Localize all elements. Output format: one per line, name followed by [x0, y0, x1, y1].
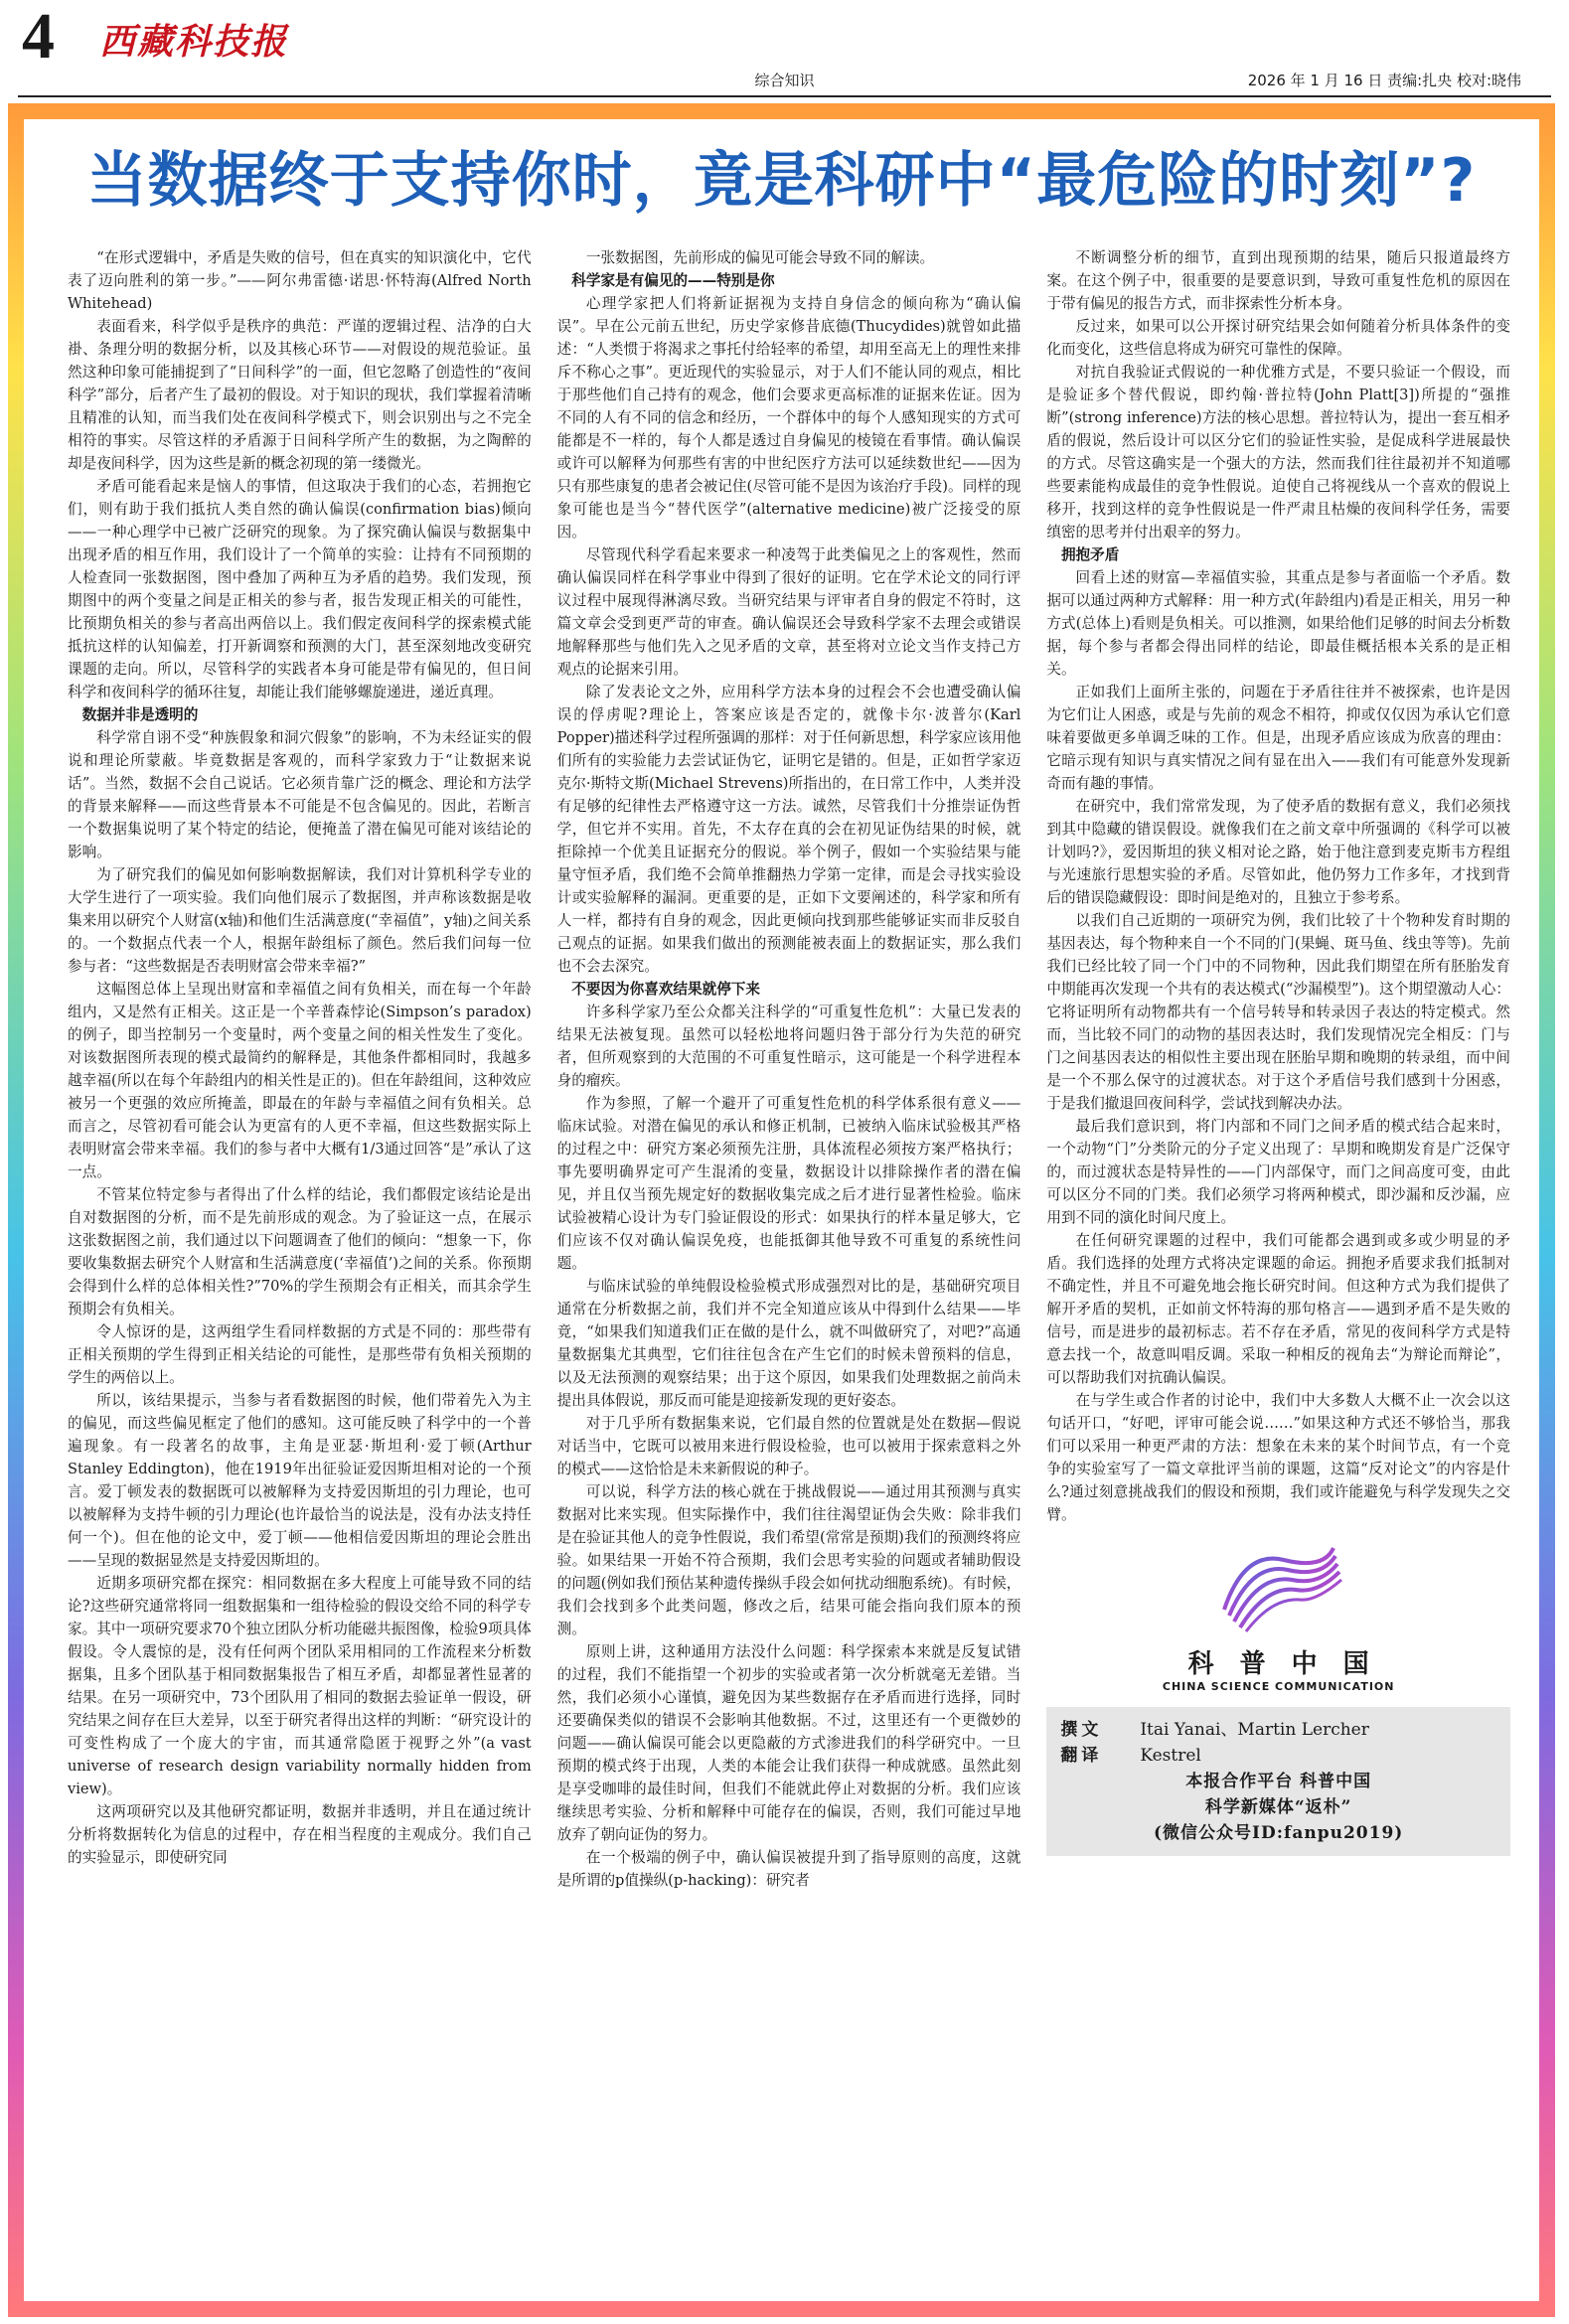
paragraph: 令人惊讶的是，这两组学生看同样数据的方式是不同的：那些带有正相关预期的学生得到正相关结论的可能性，是那些带有负相关预期的学生的两倍以上。 [68, 1323, 532, 1386]
author-names: Itai Yanai、Martin Lercher [1140, 1720, 1369, 1740]
paragraph: 反过来，如果可以公开探讨研究结果会如何随着分析具体条件的变化而变化，这些信息将成为研究可靠性的保障。 [1046, 318, 1511, 358]
paragraph: 最后我们意识到，将门内部和不同门之间矛盾的模式结合起来时，一个动物“门”分类阶元的分子定义出现了：早期和晚期发育是广泛保守的，而过渡状态是特异性的——门内部保守，而门之间高度可变，由此可以区分不同的门类。我们必须学习将两种模式，即沙漏和反沙漏，应用到不同的演化时间尺度上。 [1046, 1118, 1511, 1226]
translator-credit [1060, 1743, 1496, 1769]
headline: 当数据终于支持你时，竟是科研中“最危险的时刻”? [86, 146, 1477, 216]
wechat-id-line: (微信公众号ID:fanpu2019) [1154, 1823, 1404, 1843]
paragraph: 为了研究我们的偏见如何影响数据解读，我们对计算机科学专业的大学生进行了一项实验。我们向他们展示了数据图，并声称该数据是收集来用以研究个人财富(x轴)和他们生活满意度(“幸福值”，y轴)之间关系的。一个数据点代表一个人，根据年龄组标了颜色。然后我们问每一位参与者：“这些数据是否表明财富会带来幸福?” [68, 866, 532, 975]
header-rule [18, 95, 1551, 97]
paragraph: 对抗自我验证式假说的一种优雅方式是，不要只验证一个假设，而是验证多个替代假说，即约翰·普拉特(John Platt[3])所提的“强推断”(strong inference)方法的核心思想。普拉特认为，提出一套互相矛盾的假说，然后设计可以区分它们的验证性实验，是促成科学进展最快的方式。尽管这确实是一个强大的方法，然而我们往往最初并不知道哪些要素能构成最佳的竞争性假说。迫使自己将视线从一个喜欢的假说上移开，找到这样的竞争性假说是一件严肃且枯燥的夜间科学任务，需要缜密的思考并付出艰辛的努力。 [1046, 364, 1511, 541]
paragraph: 表面看来，科学似乎是秩序的典范：严谨的逻辑过程、洁净的白大褂、条理分明的数据分析，以及其核心环节——对假设的规范验证。虽然这种印象可能捕捉到了“日间科学”的一面，但它忽略了创造性的“夜间科学”部分，后者产生了最初的假设。对于知识的现状，我们掌握着清晰且精准的认知，而当我们处在夜间科学模式下，则会识别出与之不完全相符的事实。尽管这样的矛盾源于日间科学所产生的数据，为之陶醉的却是夜间科学，因为这些是新的概念初现的第一缕微光。 [68, 318, 532, 472]
paragraph: 可以说，科学方法的核心就在于挑战假说——通过用其预测与真实数据对比来实现。但实际操作中，我们往往渴望证伪会失败：除非我们是在验证其他人的竞争性假说，我们希望(常常是预期)我们的预测终将应验。如果结果一开始不符合预期，我们会思考实验的问题或者辅助假设的问题(例如我们预估某种遗传操纵手段会如何扰动细胞系统)。有时候，我们会找到多个此类问题，修改之后，结果可能会指向我们原本的预测。 [556, 1483, 1021, 1637]
paragraph: 在任何研究课题的过程中，我们可能都会遇到或多或少明显的矛盾。我们选择的处理方式将决定课题的命运。拥抱矛盾要求我们抵制对不确定性，并且不可避免地会拖长研究时间。但这种方式为我们提供了解开矛盾的契机，正如前文怀特海的那句格言——遇到矛盾不是失败的信号，而是进步的最初标志。若不存在矛盾，常见的夜间科学方式是特意去找一个，故意叫唱反调。采取一种相反的视角去“为辩论而辩论”，可以帮助我们对抗确认偏误。 [1046, 1232, 1511, 1386]
logo-english-text: CHINA SCIENCE COMMUNICATION [1162, 1680, 1395, 1693]
paragraph: 以我们自己近期的一项研究为例，我们比较了十个物种发育时期的基因表达，每个物种来自一个不同的门(果蝇、斑马鱼、线虫等等)。先前我们已经比较了同一个门中的不同物种，因此我们期望在所有胚胎发育中期能再次发现一个共有的表达模式(“沙漏模型”)。这个期望激动人心：它将证明所有动物都共有一个信号转导和转录因子表达的特定模式。然而，当比较不同门的动物的基因表达时，我们发现情况完全相反：门与门之间基因表达的相似性主要出现在胚胎早期和晚期的转录组，而中间是一个不那么保守的过渡状态。对于这个矛盾信号我们感到十分困惑，于是我们撤退回夜间科学，尝试找到解决办法。 [1046, 912, 1511, 1112]
paragraph: 尽管现代科学看起来要求一种凌驾于此类偏见之上的客观性，然而确认偏误同样在科学事业中得到了很好的证明。它在学术论文的同行评议过程中展现得淋漓尽致。当研究结果与评审者自身的假定不符时，这篇文章会受到更严苛的审查。确认偏误还会导致科学家不去理会或错误地解释那些与他们先入之见矛盾的文章，甚至将对立论文当作支持己方观点的论据来引用。 [556, 546, 1021, 678]
column-2 [557, 246, 1021, 2283]
paragraph: 许多科学家乃至公众都关注科学的“可重复性危机”：大量已发表的结果无法被复现。虽然可以轻松地将问题归咎于部分行为失范的研究者，但所观察到的大范围的不可重复性暗示，这可能是一个科学进程本身的瘤疾。 [556, 1004, 1021, 1089]
column-3 [1046, 246, 1510, 2283]
paragraph: 一张数据图，先前形成的偏见可能会导致不同的解读。 [585, 249, 935, 266]
paragraph: 这两项研究以及其他研究都证明，数据并非透明，并且在通过统计分析将数据转化为信息的过程中，存在相当程度的主观成分。我们自己的实验显示，即使研究同 [68, 1803, 532, 1866]
dateline: 2026 年 1 月 16 日 责编:扎央 校对:晓伟 [1247, 72, 1521, 89]
paragraph: 作为参照，了解一个避开了可重复性危机的科学体系很有意义——临床试验。对潜在偏见的承认和修正机制，已被纳入临床试验极其严格的过程之中：研究方案必须预先注册，具体流程必须按方案严格执行；事先要明确界定可产生混淆的变量，数据设计以排除操作者的潜在偏见，并且仅当预先规定好的数据收集完成之后才进行显著性检验。临床试验被精心设计为专门验证假设的形式：如果执行的样本量足够大，它们应该不仅对确认偏误免疫，也能抵御其他导致不可重复的系统性问题。 [556, 1095, 1021, 1272]
article-columns [68, 246, 1510, 2283]
partner-media-line: 科学新媒体“返朴” [1204, 1797, 1352, 1817]
translator-label: 翻译 [1060, 1746, 1103, 1766]
subheading: 不要因为你喜欢结果就停下来 [571, 981, 760, 998]
translator-name: Kestrel [1140, 1746, 1201, 1766]
paragraph: 除了发表论文之外，应用科学方法本身的过程会不会也遭受确认偏误的俘虏呢?理论上，答案应该是否定的，就像卡尔·波普尔(Karl Popper)描述科学过程所强调的那样：对于任何新思想，科学家应该用他们所有的实验能力去尝试证伪它，证明它是错的。但是，正如哲学家迈克尔·斯特文斯(Michael Strevens)所指出的，在日常工作中，人类并没有足够的纪律性去严格遵守这一方法。诚然，尽管我们十分推崇证伪哲学，但它并不实用。首先，不太存在真的会在初见证伪结果的时候，就拒除掉一个优美且证据充分的假说。举个例子，假如一个实验结果与能量守恒矛盾，我们绝不会简单推翻热力学第一定律，而是会寻找实验设计或实验解释的漏洞。更重要的是，正如下文要阐述的，科学家和所有人一样，都持有自身的观念，因此更倾向找到那些能够证实而非反驳自己观点的证据。如果我们做出的预测能被表面上的数据证实，那么我们也不会去深究。 [556, 684, 1021, 975]
paragraph: 所以，该结果提示，当参与者看数据图的时候，他们带着先入为主的偏见，而这些偏见框定了他们的感知。这可能反映了科学中的一个普遍现象。有一段著名的故事，主角是亚瑟·斯坦利·爱丁顿(Arthur Stanley Eddington)，他在1919年出征验证爱因斯坦相对论的一个预言。爱丁顿发表的数据既可以被解释为支持爱因斯坦的引力理论，也可以被解释为支持牛顿的引力理论(也许最恰当的说法是，没有办法支持任何一个)。但在他的论文中，爱丁顿——他相信爱因斯坦的理论会胜出——呈现的数据显然是支持爱因斯坦的。 [68, 1392, 532, 1569]
paragraph: 近期多项研究都在探究：相同数据在多大程度上可能导致不同的结论?这些研究通常将同一组数据集和一组待检验的假设交给不同的科学专家。其中一项研究要求70个独立团队分析功能磁共振图像，检验9项具体假设。令人震惊的是，没有任何两个团队采用相同的工作流程来分析数据集，且多个团队基于相同数据集报告了相互矛盾，却都显著性显著的结果。在另一项研究中，73个团队用了相同的数据去验证单一假设，研究结果之间存在巨大差异，以至于研究者得出这样的判断：“研究设计的可变性构成了一个庞大的宇宙，而其通常隐匿于视野之外”(a vast universe of research design variability normally hidden from view)。 [68, 1575, 532, 1797]
paragraph: 不管某位特定参与者得出了什么样的结论，我们都假定该结论是出自对数据图的分析，而不是先前形成的观念。为了验证这一点，在展示这张数据图之前，我们通过以下问题调查了他们的倾向：“想象一下，你要收集数据去研究个人财富和生活满意度(‘幸福值’)之间的关系。你预期会得到什么样的总体相关性?”70%的学生预期会有正相关，而其余学生预期会有负相关。 [68, 1186, 532, 1317]
page-number: 4 [22, 0, 55, 73]
paragraph: 不断调整分析的细节，直到出现预期的结果，随后只报道最终方案。在这个例子中，很重要的是要意识到，导致可重复性危机的原因在于带有偏见的报告方式，而非探索性分析本身。 [1046, 249, 1511, 312]
paragraph: 正如我们上面所主张的，问题在于矛盾往往并不被探索，也许是因为它们让人困惑，或是与先前的观念不相符，抑或仅仅因为承认它们意味着要做更多单调乏味的工作。但是，出现矛盾应该成为欣喜的理由：它暗示现有知识与真实情况之间有显在出入——我们有可能意外发现新奇而有趣的事情。 [1046, 684, 1511, 792]
column-3-text [1046, 246, 1510, 1526]
paragraph: 科学常自诩不受“种族假象和洞穴假象”的影响，不为未经证实的假说和理论所蒙蔽。毕竟数据是客观的，而科学家致力于“让数据来说话”。当然，数据不会自己说话。它必须肯靠广泛的概念、理论和方法学的背景来解释——而这些背景本不可能是不包含偏见的。因此，若断言一个数据集说明了某个特定的结论，便掩盖了潜在偏见可能对该结论的影响。 [68, 729, 532, 860]
partner-line: 本报合作平台 科普中国 [1185, 1772, 1372, 1791]
logo-swoosh-icon [1204, 1540, 1353, 1634]
author-label: 撰文 [1060, 1720, 1103, 1740]
paragraph: 原则上讲，这种通用方法没什么问题：科学探索本来就是反复试错的过程，我们不能指望一个初步的实验或者第一次分析就毫无差错。当然，我们必须小心谨慎，避免因为某些数据存在矛盾而进行选择，同时还要确保类似的错误不会影响其他数据。不过，这里还有一个更微妙的问题——确认偏误可能会以更隐蔽的方式渗进我们的科学研究中。一旦预期的模式终于出现，人类的本能会让我们获得一种成就感。虽然此刻是享受咖啡的最佳时间，但我们不能就此停止对数据的分析。我们应该继续思考实验、分析和解释中可能存在的偏误，否则，我们可能过早地放弃了朝向证伪的努力。 [556, 1643, 1021, 1843]
credit-box [1046, 1707, 1510, 1856]
subheading: 科学家是有偏见的——特别是你 [571, 272, 775, 289]
masthead-logo: 西藏科技报 [99, 22, 289, 63]
author-credit [1060, 1717, 1496, 1743]
paragraph: 与临床试验的单纯假设检验模式形成强烈对比的是，基础研究项目通常在分析数据之前，我们并不完全知道应该从中得到什么结果——毕竟，“如果我们知道我们正在做的是什么，就不叫做研究了，对吧?”高通量数据集尤其典型，它们往往包含在产生它们的时候未曾预料的信息，以及无法预测的观察结果；出于这个原因，如果我们处理数据之前尚未提出具体假说，那反而可能是迎接新发现的更好姿态。 [556, 1278, 1021, 1409]
article-frame [8, 103, 1555, 2317]
kepu-china-logo [1046, 1540, 1510, 1693]
paragraph: 对于几乎所有数据集来说，它们最自然的位置就是处在数据—假说对话当中，它既可以被用来进行假设检验，也可以被用于探索意料之外的模式——这恰恰是未来新假说的种子。 [556, 1415, 1021, 1477]
paragraph: 这幅图总体上呈现出财富和幸福值之间有负相关，而在每一个年龄组内，又是然有正相关。这正是一个辛普森悖论(Simpson’s paradox)的例子，即当控制另一个变量时，两个变量之间的相关性发生了变化。对该数据图所表现的模式最简约的解释是，其他条件都相同时，我越多越幸福(所以在每个年龄组内的相关性是正的)。但在年龄组间，这种效应被另一个更强的效应所掩盖，即最在的年龄与幸福值之间有负相关。总而言之，尽管初看可能会认为更富有的人更不幸福，但这些数据实际上表明财富会带来幸福。我们的参与者中大概有1/3通过回答“是”承认了这一点。 [68, 981, 532, 1180]
paragraph: 回看上述的财富—幸福值实验，其重点是参与者面临一个矛盾。数据可以通过两种方式解释：用一种方式(年龄组内)看是正相关，用另一种方式(总体上)看则是负相关。可以推测，如果给他们足够的时间去分析数据，每个参与者都会得出同样的结论，即最佳概括根本关系的是正相关。 [1046, 569, 1511, 678]
paragraph: 在一个极端的例子中，确认偏误被提升到了指导原则的高度，这就是所谓的p值操纵(p-hacking)：研究者 [556, 1849, 1021, 1889]
section-title: 综合知识 [754, 72, 815, 89]
paragraph: 矛盾可能看起来是恼人的事情，但这取决于我们的心态，若拥抱它们，则有助于我们抵抗人类自然的确认偏误(confirmation bias)倾向——一种心理学中已被广泛研究的现象。为了探究确认偏误与数据集中出现矛盾的相互作用，我们设计了一个简单的实验：让持有不同预期的人检查同一张数据图，图中叠加了两种互为矛盾的趋势。我们发现，预期图中的两个变量之间是正相关的参与者，报告发现正相关的可能性，比预期负相关的参与者高出两倍以上。我们假定夜间科学的探索模式能抵抗这样的认知偏差，打开新调察和预测的大门，甚至深刻地改变研究课题的走向。所以，尽管科学的实践者本身可能是带有偏见的，但日间科学和夜间科学的循环往复，却能让我们能够螺旋递进，递近真理。 [68, 478, 532, 700]
article-body [24, 119, 1539, 2301]
paragraph: 在研究中，我们常常发现，为了使矛盾的数据有意义，我们必须找到其中隐藏的错误假设。就像我们在之前文章中所强调的《科学可以被计划吗?》，爱因斯坦的狭义相对论之路，始于他注意到麦克斯韦方程组与光速旅行思想实验的矛盾。尽管如此，他仍努力工作多年，才找到背后的错误隐藏假设：即时间是绝对的，且独立于参考系。 [1046, 798, 1511, 906]
paragraph: “在形式逻辑中，矛盾是失败的信号，但在真实的知识演化中，它代表了迈向胜利的第一步。”——阿尔弗雷德·诺思·怀特海(Alfred North Whitehead) [68, 249, 532, 312]
column-1 [68, 246, 532, 2283]
subheading: 数据并非是透明的 [81, 706, 199, 723]
paragraph: 心理学家把人们将新证据视为支持自身信念的倾向称为“确认偏误”。早在公元前五世纪，历史学家修昔底德(Thucydides)就曾如此描述：“人类惯于将渴求之事托付给轻率的希望，却用至高无上的理性来排斥不称心之事”。更近现代的实验显示，对于人们不能认同的观点，相比于那些他们自己持有的观念，他们会要求更高标准的证据来佐证。因为不同的人有不同的信念和经历，一个群体中的每个人感知现实的方式可能都是不一样的，每个人都是透过自身偏见的棱镜在看事情。确认偏误或许可以解释为何那些有害的中世纪医疗方法可以延续数世纪——因为只有那些康复的患者会被记住(尽管可能不是因为该治疗手段)。同样的现象可能也是当今“替代医学”(alternative medicine)被广泛接受的原因。 [556, 295, 1021, 541]
subheading: 拥抱矛盾 [1060, 546, 1120, 563]
logo-chinese-text: 科普中国 [1187, 1649, 1395, 1679]
paragraph: 在与学生或合作者的讨论中，我们中大多数人大概不止一次会以这句话开口，“好吧，评审可能会说……”如果这种方式还不够恰当，那我们可以采用一种更严肃的方法：想象在未来的某个时间节点，有一个竞争的实验室写了一篇文章批评当前的课题，这篇“反对论文”的内容是什么?通过刻意挑战我们的假设和预期，我们或许能避免与科学发现失之交臂。 [1046, 1392, 1511, 1523]
